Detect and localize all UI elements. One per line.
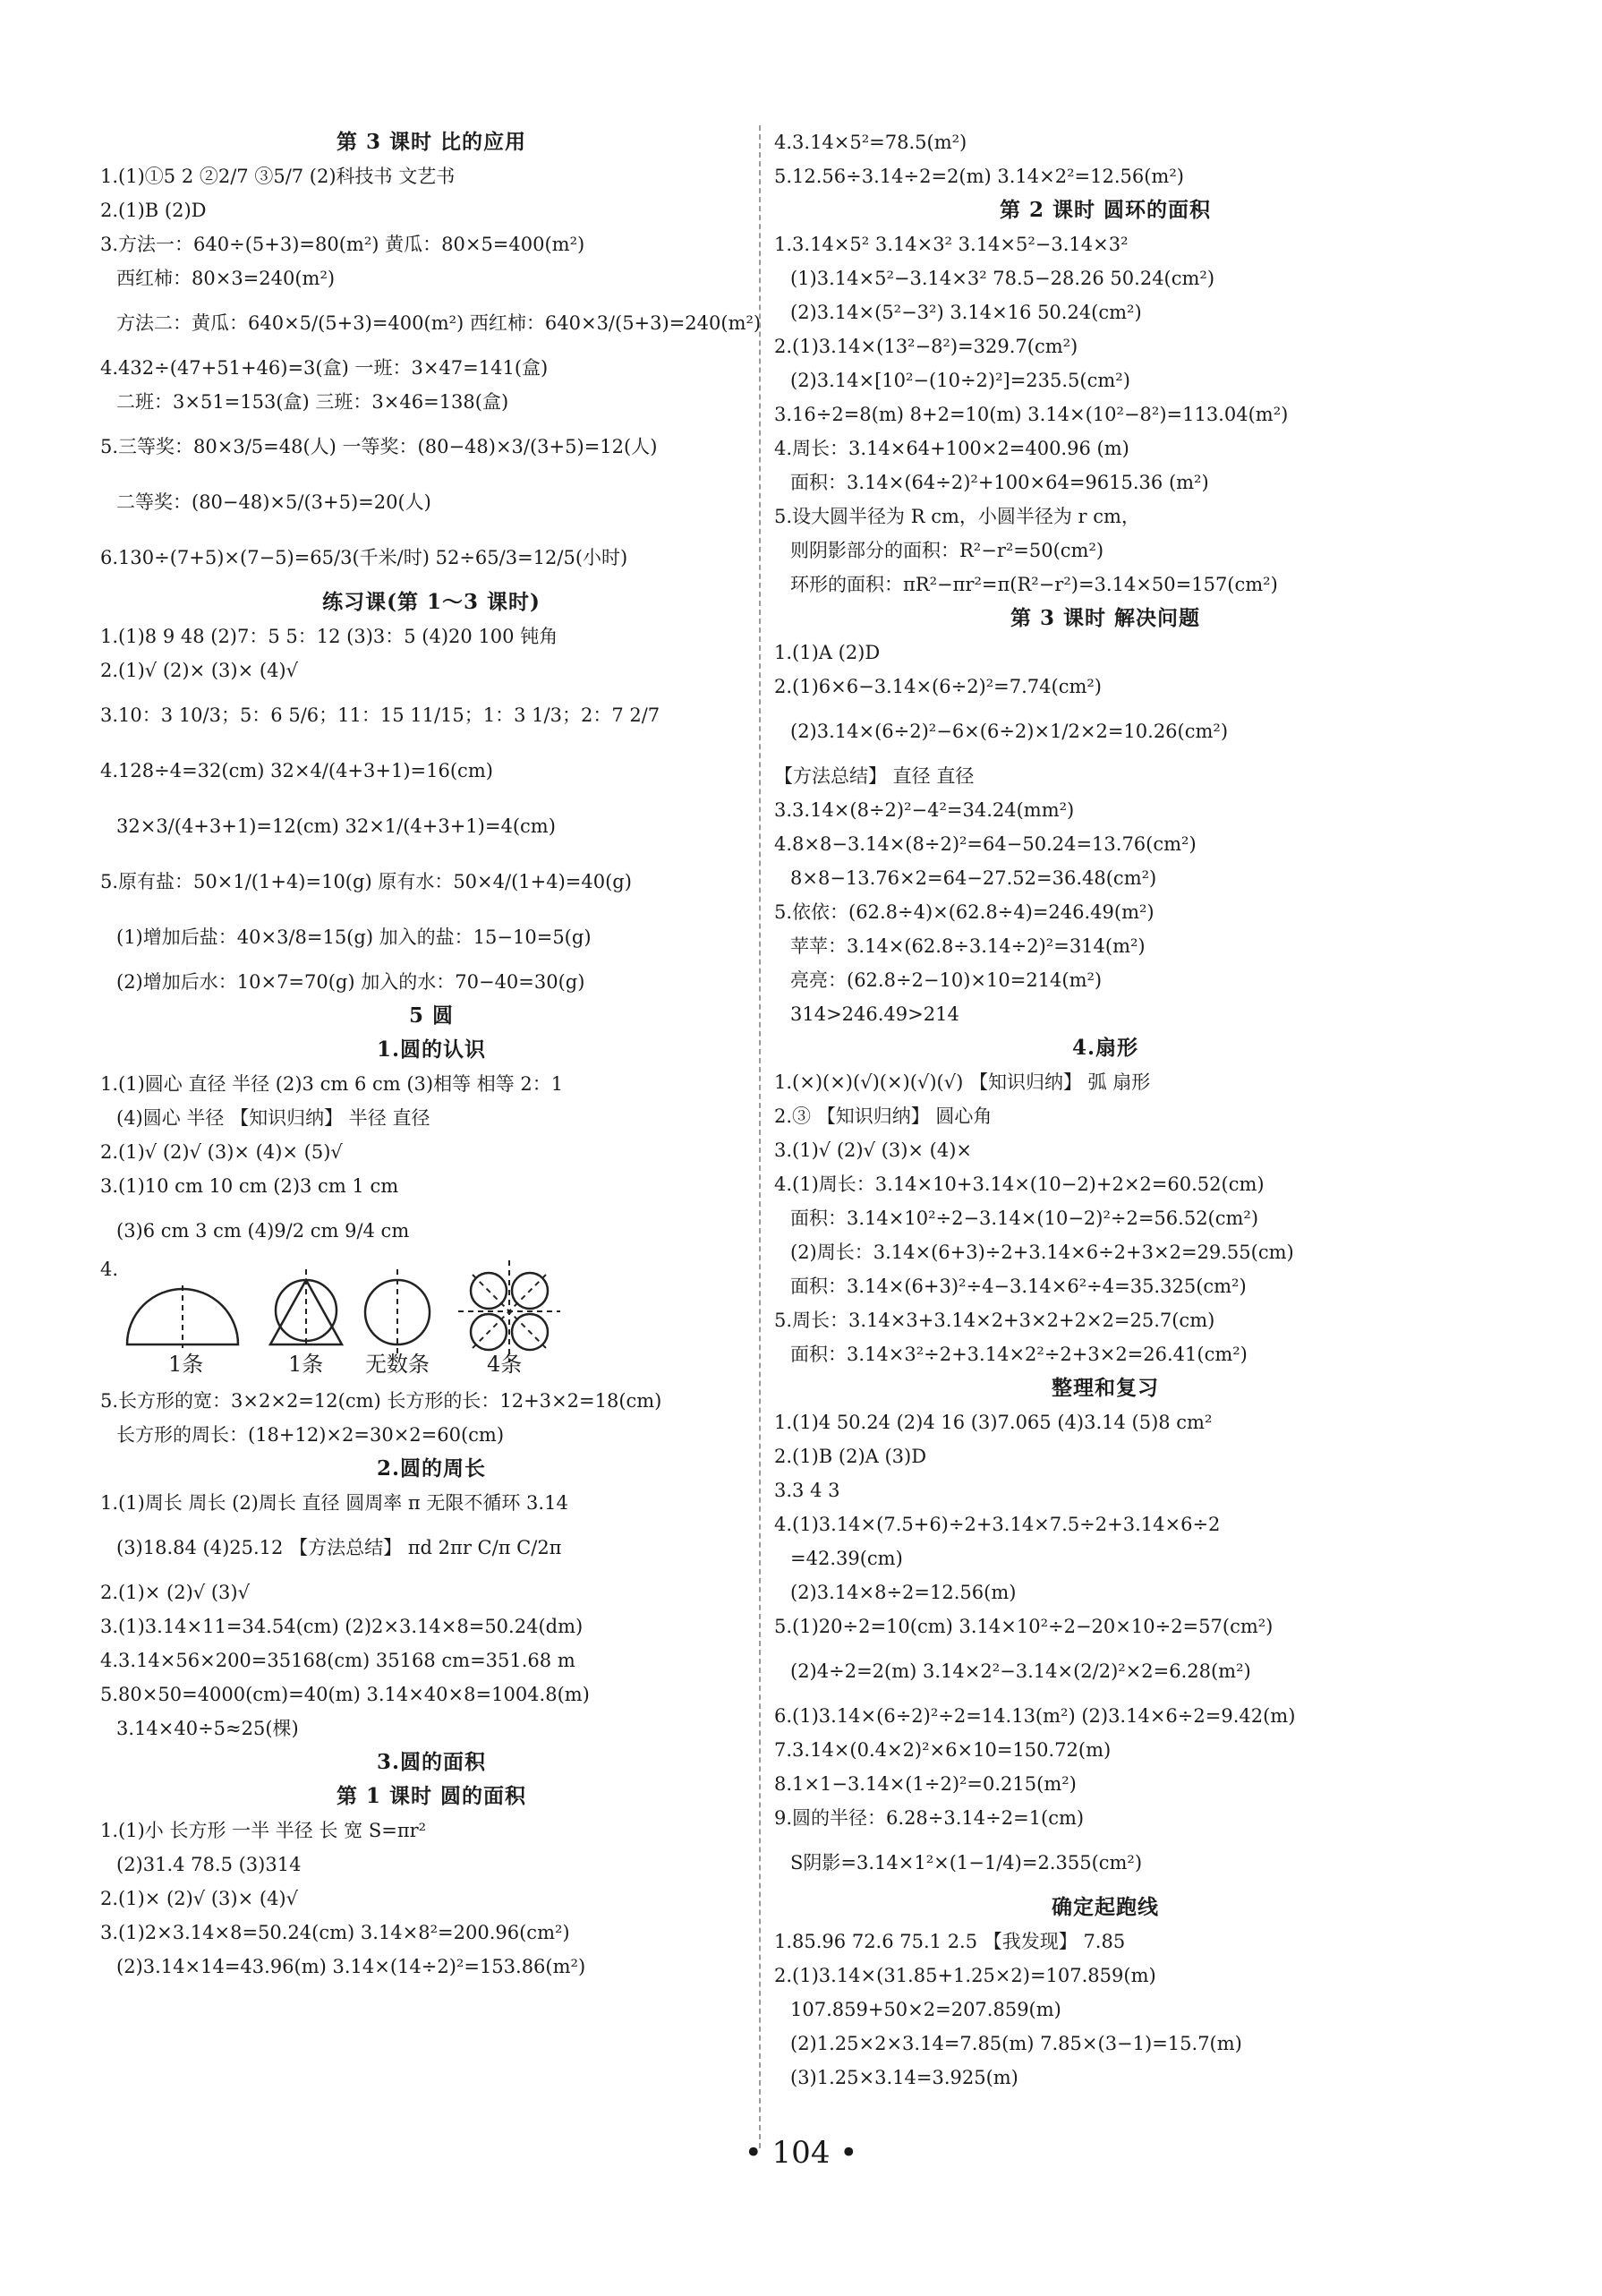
- answer-line: 314>246.49>214: [790, 1003, 959, 1025]
- answer-line: 4.周长：3.14×64+100×2=400.96 (m): [774, 438, 1129, 459]
- answer-line: 1.(1)8 9 48 (2)7：5 5：12 (3)3：5 (4)20 100 钝角: [100, 626, 558, 647]
- answer-line: 6.130÷(7+5)×(7−5)=65/3(千米/时) 52÷65/3=12/5(小时): [100, 547, 628, 568]
- right-column: [774, 125, 1436, 2095]
- answer-line: 则阴影部分的面积：R²−r²=50(cm²): [790, 540, 1104, 561]
- answer-line: 5.设大圆半径为 R cm，小圆半径为 r cm，: [774, 506, 1140, 527]
- answer-line: 3.(1)10 cm 10 cm (2)3 cm 1 cm: [100, 1175, 399, 1197]
- section-heading: 第 2 课时 圆环的面积: [999, 198, 1212, 222]
- answer-line: 1.(1)①5 2 ②2/7 ③5/7 (2)科技书 文艺书: [100, 166, 456, 187]
- answer-line: 3.(1)√ (2)√ (3)× (4)×: [774, 1139, 973, 1161]
- section-heading: 1.圆的认识: [376, 1037, 486, 1062]
- section-heading: 确定起跑线: [1052, 1895, 1159, 1919]
- section-heading: 练习课(第 1～3 课时): [322, 590, 541, 614]
- answer-line: (2)3.14×14=43.96(m) 3.14×(14÷2)²=153.86(m²): [116, 1956, 586, 1977]
- answer-line: 二等奖：(80−48)×5/(3+5)=20(人): [116, 491, 431, 513]
- answer-line: (2)31.4 78.5 (3)314: [116, 1854, 302, 1875]
- answer-line: 亮亮：(62.8÷2−10)×10=214(m²): [790, 969, 1103, 991]
- left-column: [100, 125, 763, 1984]
- answer-line: 1.(1)小 长方形 一半 半径 长 宽 S=πr²: [100, 1820, 427, 1841]
- answer-line: 2.(1)3.14×(13²−8²)=329.7(cm²): [774, 336, 1078, 357]
- answer-line: 5.(1)20÷2=10(cm) 3.14×10²÷2−20×10÷2=57(cm²): [774, 1616, 1274, 1637]
- answer-line: 3.10：3 10/3；5：6 5/6；11：15 11/15；1：3 1/3；2：7 2/7: [100, 704, 660, 726]
- answer-line: 4.128÷4=32(cm) 32×4/(4+3+1)=16(cm): [100, 760, 493, 781]
- answer-line: 5.三等奖：80×3/5=48(人) 一等奖：(80−48)×3/(3+5)=12(人): [100, 436, 658, 457]
- answer-line: 2.(1)B (2)D: [100, 200, 207, 221]
- answer-line: 苹苹：3.14×(62.8÷3.14÷2)²=314(m²): [790, 935, 1146, 957]
- answer-line: 2.(1)B (2)A (3)D: [774, 1446, 927, 1467]
- answer-line: 3.(1)2×3.14×8=50.24(cm) 3.14×8²=200.96(cm²): [100, 1922, 570, 1943]
- answer-line: =42.39(cm): [790, 1548, 903, 1569]
- answer-line: 5.原有盐：50×1/(1+4)=10(g) 原有水：50×4/(1+4)=40(g): [100, 871, 632, 892]
- answer-line: 4.3.14×5²=78.5(m²): [774, 132, 967, 153]
- column-divider: [759, 125, 761, 2148]
- answer-line: 西红柿：80×3=240(m²): [116, 268, 336, 289]
- answer-line: 8.1×1−3.14×(1÷2)²=0.215(m²): [774, 1773, 1077, 1795]
- answer-line: 2.(1)× (2)√ (3)√: [100, 1582, 250, 1603]
- section-heading: 4.扇形: [1071, 1036, 1138, 1060]
- answer-line: 107.859+50×2=207.859(m): [790, 1999, 1061, 2020]
- answer-line: 1.(1)4 50.24 (2)4 16 (3)7.065 (4)3.14 (5)8 cm²: [774, 1412, 1213, 1433]
- answer-line: (2)3.14×[10²−(10÷2)²]=235.5(cm²): [790, 370, 1130, 391]
- answer-line: 2.(1)√ (2)√ (3)× (4)× (5)√: [100, 1141, 343, 1163]
- answer-line: (3)6 cm 3 cm (4)9/2 cm 9/4 cm: [116, 1220, 410, 1242]
- section-heading: 整理和复习: [1052, 1376, 1159, 1400]
- answer-line: (2)3.14×8÷2=12.56(m): [790, 1582, 1017, 1603]
- section-heading: 2.圆的周长: [376, 1456, 486, 1481]
- answer-line: 2.(1)6×6−3.14×(6÷2)²=7.74(cm²): [774, 676, 1103, 697]
- section-heading: 5 圆: [408, 1003, 454, 1028]
- answer-line: (3)1.25×3.14=3.925(m): [790, 2067, 1018, 2088]
- answer-line: 4.3.14×56×200=35168(cm) 35168 cm=351.68 m: [100, 1650, 575, 1671]
- answer-line: 面积：3.14×10²÷2−3.14×(10−2)²÷2=56.52(cm²): [790, 1208, 1259, 1229]
- page-number: • 104 •: [744, 2135, 858, 2171]
- answer-line: 4.432÷(47+51+46)=3(盒) 一班：3×47=141(盒): [100, 357, 549, 379]
- section-heading: 第 1 课时 圆的面积: [336, 1784, 527, 1808]
- diagram-item-number: 4.: [100, 1259, 119, 1280]
- answer-line: 2.(1)3.14×(31.85+1.25×2)=107.859(m): [774, 1965, 1156, 1986]
- diagram-label-3: 无数条: [365, 1352, 430, 1377]
- answer-line: 【方法总结】 直径 直径: [774, 765, 975, 787]
- answer-line: 3.方法一：640÷(5+3)=80(m²) 黄瓜：80×5=400(m²): [100, 234, 585, 255]
- answer-line: 9.圆的半径：6.28÷3.14÷2=1(cm): [774, 1807, 1085, 1829]
- answer-line: 4.(1)周长：3.14×10+3.14×(10−2)+2×2=60.52(cm): [774, 1174, 1265, 1195]
- answer-line: 3.3 4 3: [774, 1480, 840, 1501]
- section-heading: 第 3 课时 解决问题: [1010, 606, 1201, 630]
- answer-line: (4)圆心 半径 【知识归纳】 半径 直径: [116, 1107, 430, 1129]
- answer-line: 4.(1)3.14×(7.5+6)÷2+3.14×7.5÷2+3.14×6÷2: [774, 1514, 1221, 1535]
- answer-line: 2.③ 【知识归纳】 圆心角: [774, 1105, 993, 1127]
- answer-line: 6.(1)3.14×(6÷2)²÷2=14.13(m²) (2)3.14×6÷2=9.42(m): [774, 1705, 1296, 1727]
- answer-line: 2.(1)× (2)√ (3)× (4)√: [100, 1888, 299, 1909]
- diagram-label-4: 4条: [487, 1352, 523, 1377]
- section-heading: 第 3 课时 比的应用: [336, 130, 527, 154]
- answer-line: 5.依依：(62.8÷4)×(62.8÷4)=246.49(m²): [774, 901, 1155, 923]
- answer-line: 5.80×50=4000(cm)=40(m) 3.14×40×8=1004.8(m): [100, 1684, 590, 1705]
- answer-line: 8×8−13.76×2=64−27.52=36.48(cm²): [790, 867, 1157, 889]
- answer-line: 4.8×8−3.14×(8÷2)²=64−50.24=13.76(cm²): [774, 833, 1197, 855]
- answer-line: 32×3/(4+3+1)=12(cm) 32×1/(4+3+1)=4(cm): [116, 815, 556, 837]
- answer-line: (1)3.14×5²−3.14×3² 78.5−28.26 50.24(cm²): [790, 268, 1215, 289]
- answer-line: 1.(1)周长 周长 (2)周长 直径 圆周率 π 无限不循环 3.14: [100, 1492, 568, 1514]
- symmetry-diagram: [100, 1259, 763, 1384]
- answer-line: 面积：3.14×3²÷2+3.14×2²÷2+3×2=26.41(cm²): [790, 1344, 1248, 1365]
- answer-line: 二班：3×51=153(盒) 三班：3×46=138(盒): [116, 391, 509, 413]
- answer-line: 2.(1)√ (2)× (3)× (4)√: [100, 660, 299, 681]
- answer-line: (1)增加后盐：40×3/8=15(g) 加入的盐：15−10=5(g): [116, 926, 592, 948]
- answer-line: 环形的面积：πR²−πr²=π(R²−r²)=3.14×50=157(cm²): [790, 574, 1278, 595]
- diagram-label-1: 1条: [168, 1352, 204, 1377]
- answer-line: (2)3.14×(5²−3²) 3.14×16 50.24(cm²): [790, 302, 1142, 323]
- answer-line: 7.3.14×(0.4×2)²×6×10=150.72(m): [774, 1739, 1112, 1761]
- answer-line: 1.(1)A (2)D: [774, 642, 881, 663]
- answer-line: (2)增加后水：10×7=70(g) 加入的水：70−40=30(g): [116, 971, 585, 993]
- answer-line: 1.(×)(×)(√)(×)(√)(√) 【知识归纳】 弧 扇形: [774, 1071, 1151, 1093]
- answer-line: (3)18.84 (4)25.12 【方法总结】 πd 2πr C/π C/2π: [116, 1537, 562, 1558]
- answer-line: (2)4÷2=2(m) 3.14×2²−3.14×(2/2)²×2=6.28(m²): [790, 1660, 1251, 1682]
- answer-line: 面积：3.14×(64÷2)²+100×64=9615.36 (m²): [790, 472, 1209, 493]
- answer-line: 3.16÷2=8(m) 8+2=10(m) 3.14×(10²−8²)=113.04(m²): [774, 404, 1289, 425]
- answer-line: (2)1.25×2×3.14=7.85(m) 7.85×(3−1)=15.7(m): [790, 2033, 1242, 2054]
- answer-line: (2)周长：3.14×(6+3)÷2+3.14×6÷2+3×2=29.55(cm): [790, 1242, 1294, 1263]
- answer-line: 5.长方形的宽：3×2×2=12(cm) 长方形的长：12+3×2=18(cm): [100, 1390, 662, 1412]
- answer-line: 3.(1)3.14×11=34.54(cm) (2)2×3.14×8=50.24(dm): [100, 1616, 584, 1637]
- answer-line: 面积：3.14×(6+3)²÷4−3.14×6²÷4=35.325(cm²): [790, 1276, 1247, 1297]
- answer-line: 3.3.14×(8÷2)²−4²=34.24(mm²): [774, 799, 1075, 821]
- answer-line: (2)3.14×(6÷2)²−6×(6÷2)×1/2×2=10.26(cm²): [790, 721, 1229, 742]
- answer-line: 5.周长：3.14×3+3.14×2+3×2+2×2=25.7(cm): [774, 1310, 1215, 1331]
- answer-line: 方法二：黄瓜：640×5/(5+3)=400(m²) 西红柿：640×3/(5+3)=240(m²): [116, 312, 762, 334]
- answer-line: 长方形的周长：(18+12)×2=30×2=60(cm): [116, 1424, 505, 1446]
- answer-line: 1.(1)圆心 直径 半径 (2)3 cm 6 cm (3)相等 相等 2：1: [100, 1073, 564, 1095]
- answer-line: 5.12.56÷3.14÷2=2(m) 3.14×2²=12.56(m²): [774, 166, 1184, 187]
- answer-line: S阴影=3.14×1²×(1−1/4)=2.355(cm²): [790, 1852, 1143, 1874]
- answer-line: 1.85.96 72.6 75.1 2.5 【我发现】 7.85: [774, 1931, 1126, 1952]
- answer-line: 1.3.14×5² 3.14×3² 3.14×5²−3.14×3²: [774, 234, 1129, 255]
- section-heading: 3.圆的面积: [376, 1750, 486, 1774]
- answer-line: 3.14×40÷5≈25(棵): [116, 1718, 299, 1739]
- diagram-label-2: 1条: [288, 1352, 324, 1377]
